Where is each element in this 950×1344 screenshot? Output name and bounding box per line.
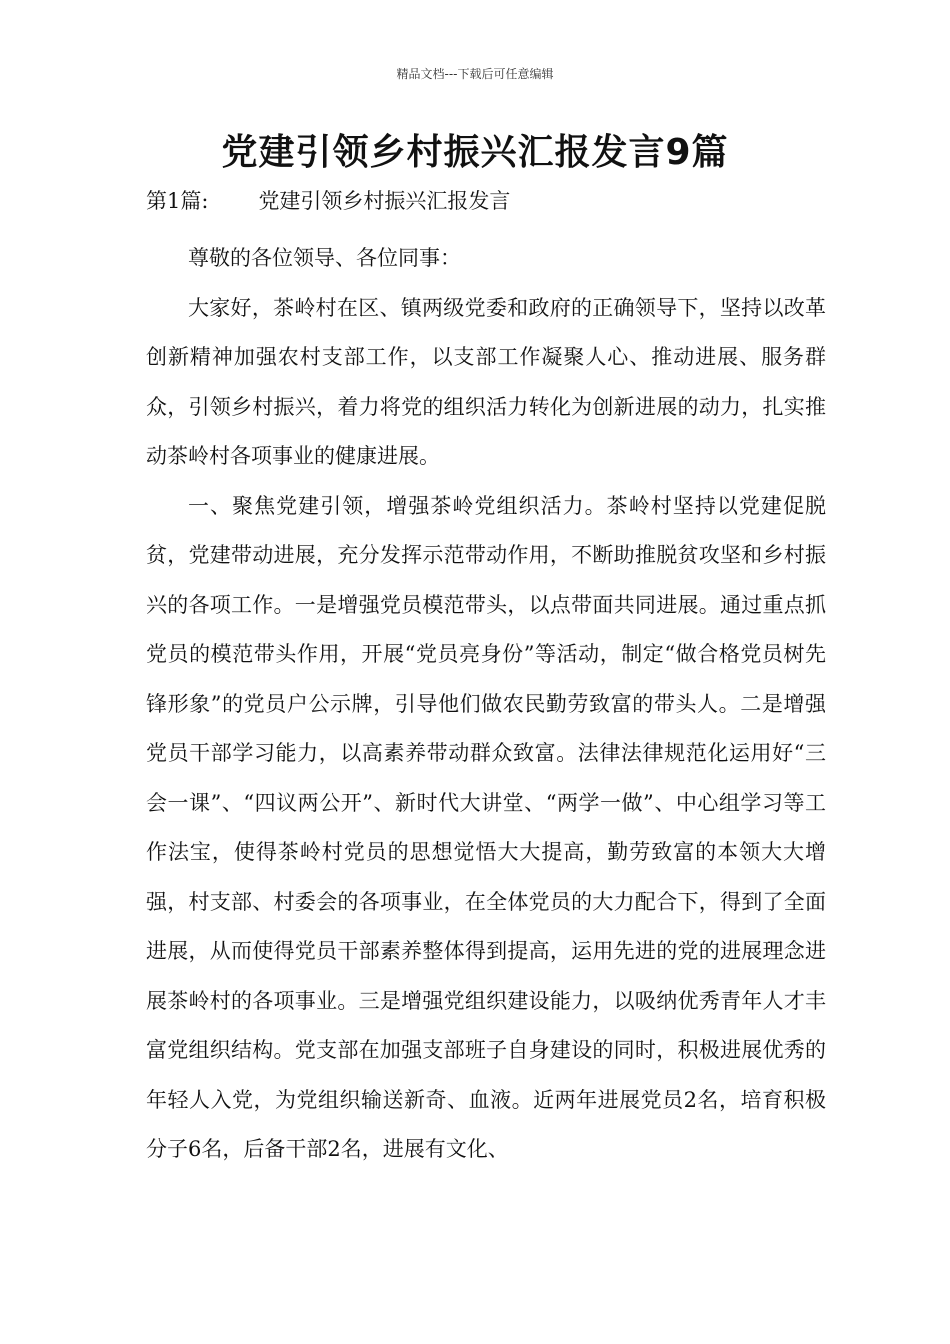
header-note: 精品文档---下载后可任意编辑 (396, 67, 554, 81)
body-text (146, 234, 826, 1175)
document-title: 党建引领乡村振兴汇报发言9篇 (221, 132, 729, 173)
section-title: 党建引领乡村振兴汇报发言 (258, 189, 511, 213)
paragraph-intro: 大家好，茶岭村在区、镇两级党委和政府的正确领导下，坚持以改革创新精神加强农村支部工作，以支部工作凝聚人心、推动进展、服务群众，引领乡村振兴，着力将党的组织活力转化为创新进展的动力，扎实推动茶岭村各项事业的健康进展。 (146, 295, 826, 468)
paragraph-section-one: 一、聚焦党建引领，增强茶岭党组织活力。茶岭村坚持以党建促脱贫，党建带动进展，充分发挥示范带动作用，不断助推脱贫攻坚和乡村振兴的各项工作。一是增强党员模范带头，以点带面共同进展。通过重点抓党员的模范带头作用，开展“党员亮身份”等活动，制定“做合格党员树先锋形象”的党员户公示牌，引导他们做农民勤劳致富的带头人。二是增强党员干部学习能力，以高素养带动群众致富。法律法律规范化运用好“三会一课”、“四议两公开”、新时代大讲堂、“两学一做”、中心组学习等工作法宝，使得茶岭村党员的思想觉悟大大提高，勤劳致富的本领大大增强，村支部、村委会的各项事业，在全体党员的大力配合下，得到了全面进展，从而使得党员干部素养整体得到提高，运用先进的党的进展理念进展茶岭村的各项事业。三是增强党组织建设能力，以吸纳优秀青年人才丰富党组织结构。党支部在加强支部班子自身建设的同时，积极进展优秀的年轻人入党，为党组织输送新奇、血液。近两年进展党员2名，培育积极分子6名，后备干部2名，进展有文化、 (146, 493, 826, 1161)
section-heading (146, 186, 826, 216)
section-number: 第1篇: (146, 189, 209, 213)
paragraph-greeting: 尊敬的各位领导、各位同事： (188, 246, 461, 270)
